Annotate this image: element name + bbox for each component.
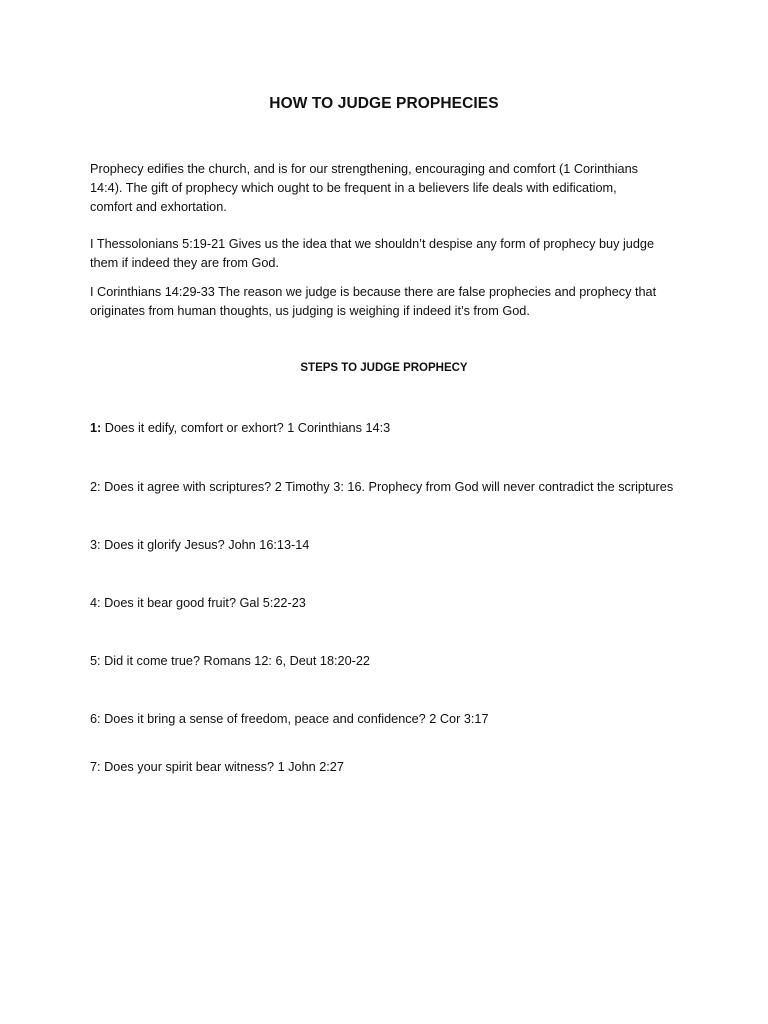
step-text: Does your spirit bear witness? 1 John 2:27 <box>100 760 344 774</box>
step-3 <box>90 536 730 555</box>
document-title: HOW TO JUDGE PROPHECIES <box>269 95 499 112</box>
step-7 <box>90 758 730 777</box>
corinthians-paragraph: I Corinthians 14:29-33 The reason we judge is because there are false prophecies and prophecy that originates from human thoughts, us judging is weighing if indeed it’s from God. <box>90 285 657 318</box>
step-text: Does it bear good fruit? Gal 5:22-23 <box>100 596 306 610</box>
step-1 <box>90 419 730 438</box>
step-text: Does it agree with scriptures? 2 Timothy 3: 16. Prophecy from God will never contradict the scriptures <box>100 480 674 494</box>
steps-heading: STEPS TO JUDGE PROPHECY <box>300 362 468 374</box>
intro-paragraph: Prophecy edifies the church, and is for our strengthening, encouraging and comfort (1 Corinthians 14:4). The gift of prophecy which ought to be frequent in a believers life deals with edificatiom, comfort and exhortation. <box>90 162 638 214</box>
step-number: 1: <box>90 421 102 435</box>
step-6 <box>90 710 730 729</box>
thessalonians-paragraph: I Thessolonians 5:19-21 Gives us the idea that we shouldn’t despise any form of prophecy buy judge them if indeed they are from God. <box>90 237 654 270</box>
step-4 <box>90 594 730 613</box>
step-number: 3: <box>90 538 101 552</box>
step-number: 7: <box>90 760 101 774</box>
step-5 <box>90 652 730 671</box>
step-number: 6: <box>90 712 101 726</box>
step-number: 2: <box>90 480 101 494</box>
step-number: 4: <box>90 596 101 610</box>
step-text: Did it come true? Romans 12: 6, Deut 18:20-22 <box>100 654 370 668</box>
step-text: Does it edify, comfort or exhort? 1 Corinthians 14:3 <box>101 421 391 435</box>
step-text: Does it glorify Jesus? John 16:13-14 <box>100 538 310 552</box>
step-number: 5: <box>90 654 101 668</box>
step-2 <box>90 478 730 497</box>
step-text: Does it bring a sense of freedom, peace and confidence? 2 Cor 3:17 <box>100 712 489 726</box>
